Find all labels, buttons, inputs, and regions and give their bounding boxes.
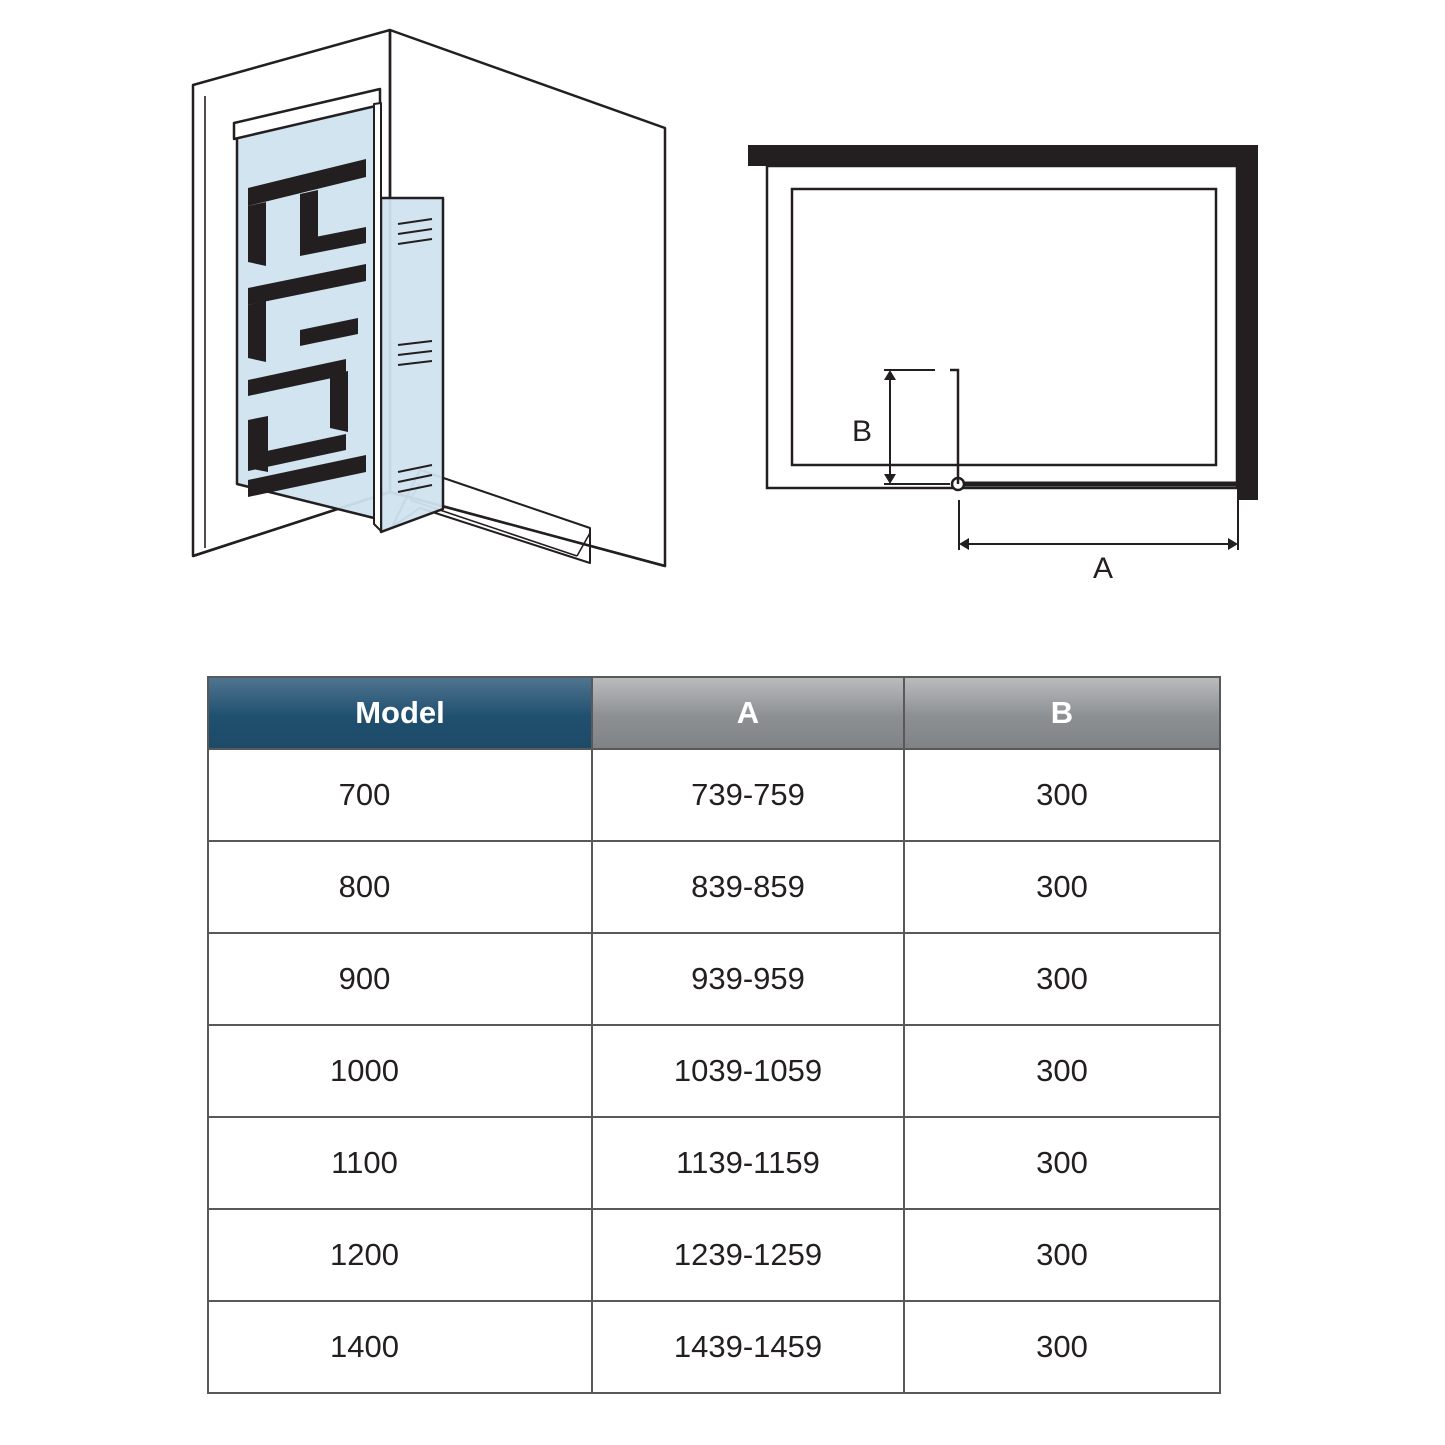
- cell-model: 1100: [208, 1117, 592, 1209]
- perspective-view: [193, 30, 665, 566]
- cell-b: 300: [904, 1117, 1220, 1209]
- table-row: [208, 1117, 1220, 1209]
- cell-a: 1039-1059: [592, 1025, 904, 1117]
- table-header-row: [208, 677, 1220, 749]
- table-head: [208, 677, 1220, 749]
- table-row: [208, 841, 1220, 933]
- dimension-b-label: B: [851, 415, 872, 448]
- dimension-b: [884, 370, 950, 484]
- cell-b: 300: [904, 933, 1220, 1025]
- cell-b: 300: [904, 749, 1220, 841]
- panel-support-profile: [374, 103, 381, 531]
- table-row: [208, 749, 1220, 841]
- cell-a: 1439-1459: [592, 1301, 904, 1393]
- table-row: [208, 1025, 1220, 1117]
- cell-model: 1200: [208, 1209, 592, 1301]
- cell-b: 300: [904, 1209, 1220, 1301]
- dimension-a: [959, 496, 1238, 550]
- plan-wall: [748, 145, 1258, 500]
- cell-model: 1400: [208, 1301, 592, 1393]
- cell-a: 939-959: [592, 933, 904, 1025]
- column-header-model: Model: [208, 677, 592, 749]
- plan-return-panel: [950, 370, 958, 484]
- tray-top-line: [420, 470, 590, 528]
- table-row: [208, 933, 1220, 1025]
- drawing-svg: [0, 0, 1445, 640]
- cell-b: 300: [904, 841, 1220, 933]
- plan-tray-outer: [767, 166, 1237, 488]
- plan-view: [748, 145, 1258, 585]
- dimension-a-label: A: [1092, 552, 1114, 585]
- cell-a: 839-859: [592, 841, 904, 933]
- cell-model: 900: [208, 933, 592, 1025]
- specification-table: [207, 676, 1221, 1394]
- table-row: [208, 1301, 1220, 1393]
- cell-model: 1000: [208, 1025, 592, 1117]
- cell-b: 300: [904, 1301, 1220, 1393]
- cell-a: 739-759: [592, 749, 904, 841]
- cell-b: 300: [904, 1025, 1220, 1117]
- table-row: [208, 1209, 1220, 1301]
- cell-model: 700: [208, 749, 592, 841]
- column-header-a: A: [592, 677, 904, 749]
- column-header-b: B: [904, 677, 1220, 749]
- return-glass-panel: [381, 198, 443, 532]
- cell-a: 1139-1159: [592, 1117, 904, 1209]
- cell-model: 800: [208, 841, 592, 933]
- table-body: [208, 749, 1220, 1393]
- technical-drawings: [0, 0, 1445, 640]
- cell-a: 1239-1259: [592, 1209, 904, 1301]
